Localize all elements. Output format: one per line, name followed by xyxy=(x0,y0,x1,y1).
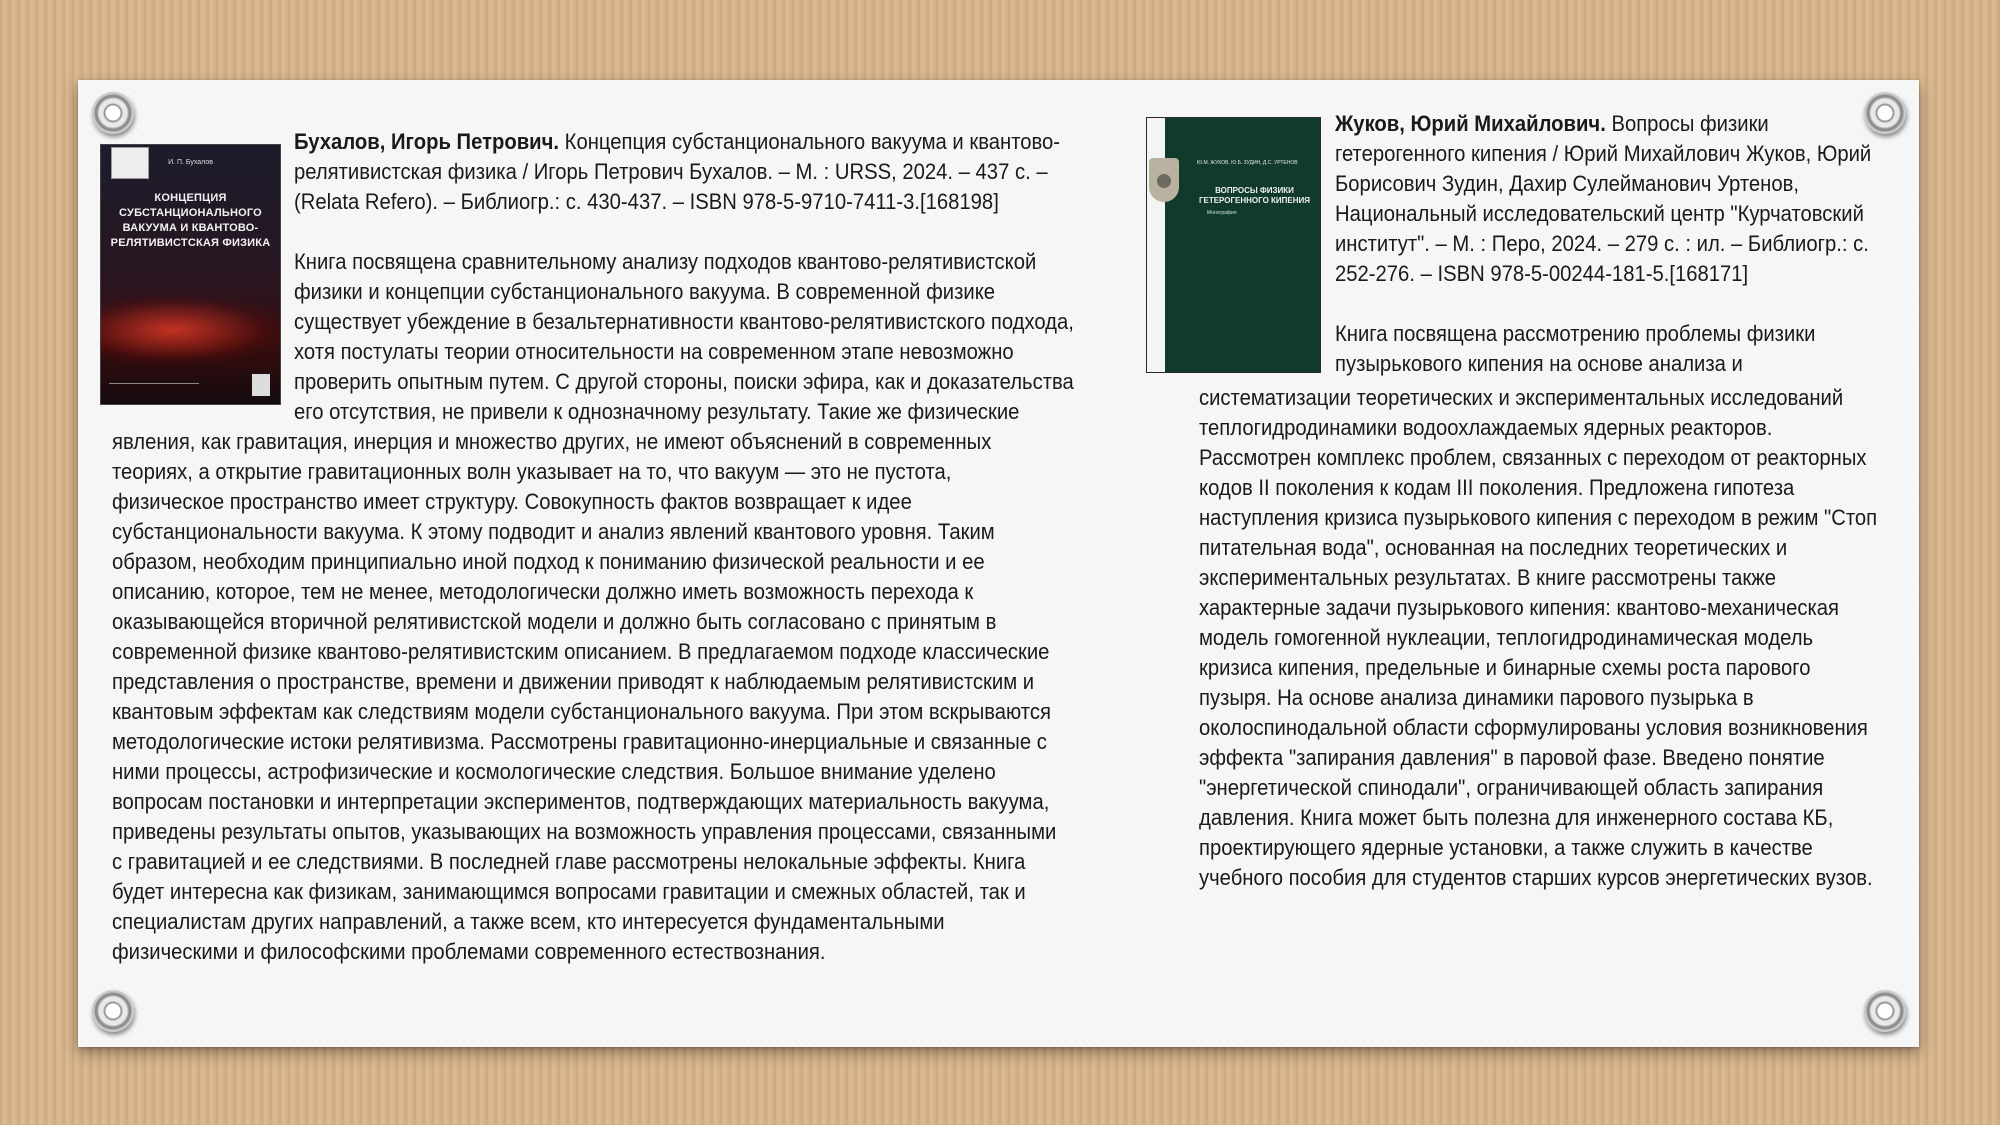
left-entry-header xyxy=(294,127,1074,427)
book-cover-right xyxy=(1146,117,1321,373)
pushpin-icon xyxy=(1864,990,1906,1032)
left-annotation-line: описанию, которое, тем не менее, методологически должно иметь возможность перехода к xyxy=(112,579,974,604)
right-annotation-line: пузырькового кипения на основе анализа и xyxy=(1335,351,1743,376)
left-annotation-body xyxy=(112,427,1056,967)
cover-barcode xyxy=(252,374,270,396)
left-annotation-line: хотя постулаты теории относительности на современном этапе невозможно xyxy=(294,339,1014,364)
right-annotation-line: характерные задачи пузырькового кипения: квантово-механическая xyxy=(1199,595,1840,620)
right-annotation-line: наступления кризиса пузырькового кипения с переходом в режим "Стоп xyxy=(1199,505,1878,530)
right-annotation-line: проектирующего ядерные установки, а также служить в качестве xyxy=(1199,835,1813,860)
left-annotation-line: физическими и философскими проблемами современного естествознания. xyxy=(112,939,826,964)
cover-emblem-icon xyxy=(1149,158,1179,202)
left-annotation-line: явления, как гравитация, инерция и множество других, не имеют объяснений в современных xyxy=(112,429,992,454)
right-annotation-line: Рассмотрен комплекс проблем, связанных с переходом от реакторных xyxy=(1199,445,1867,470)
cover-spine-strip xyxy=(1147,118,1165,372)
right-citation-line: Вопросы физики xyxy=(1605,111,1769,136)
right-annotation-line: кризиса кипения, предельные и бинарные схемы роста парового xyxy=(1199,655,1811,680)
left-annotation-line: современной физике квантово-релятивистским описанием. В предлагаемом подходе классические xyxy=(112,639,1050,664)
left-annotation-line: представления о пространстве, времени и движении приводят к наблюдаемым релятивистским и xyxy=(112,669,1035,694)
left-annotation-line: образом, необходим принципиально иной подход к пониманию физической реальности и ее xyxy=(112,549,985,574)
left-annotation-line: теориях, а открытие гравитационных волн указывает на то, что вакуум — это не пустота, xyxy=(112,459,952,484)
right-citation-line: 252-276. – ISBN 978-5-00244-181-5.[168171] xyxy=(1335,261,1749,286)
right-annotation-line: околоспинодальной области сформулированы условия возникновения xyxy=(1199,715,1868,740)
right-annotation-line: давления. Книга может быть полезна для инженерного состава КБ, xyxy=(1199,805,1834,830)
left-annotation-line: проверить опытным путем. С другой стороны, поиски эфира, как и доказательства xyxy=(294,369,1074,394)
book-cover-left xyxy=(100,144,281,405)
left-annotation-line: приведены результаты опытов, указывающих на возможность управления процессами, связанными xyxy=(112,819,1057,844)
cover-authors: Ю.М. ЖУКОВ, Ю.Б. ЗУДИН, Д.С. УРТЕНОВ xyxy=(1197,160,1298,166)
right-annotation-line: эффекта "запирания давления" в паровой фазе. Введено понятие xyxy=(1199,745,1825,770)
right-annotation-line: "энергетической спинодали", ограничивающей область запирания xyxy=(1199,775,1824,800)
right-annotation-line: модель гомогенной нуклеации, теплогидродинамическая модель xyxy=(1199,625,1814,650)
left-annotation-line: квантовым эффектам как следствиям модели субстанционального вакуума. При этом вскрываются xyxy=(112,699,1051,724)
right-author: Жуков, Юрий Михайлович. xyxy=(1335,111,1606,136)
right-citation-line: Борисович Зудин, Дахир Сулейманович Уртенов, xyxy=(1335,171,1800,196)
right-citation-line: гетерогенного кипения / Юрий Михайлович Жуков, Юрий xyxy=(1335,141,1872,166)
cover-artwork xyxy=(101,295,280,365)
left-annotation-line: оказывающейся вторичной релятивистской модели и должно быть согласовано с принятым в xyxy=(112,609,997,634)
left-citation-line: релятивистская физика / Игорь Петрович Бухалов. – М. : URSS, 2024. – 437 с. – xyxy=(294,159,1048,184)
right-annotation-line: пузыря. На основе анализа динамики парового пузырька в xyxy=(1199,685,1754,710)
right-annotation-line: питательная вода", основанная на последних теоретических и xyxy=(1199,535,1788,560)
left-annotation-line: с гравитацией и ее следствиями. В последней главе рассмотрены нелокальные эффекты. Книга xyxy=(112,849,1026,874)
left-annotation-line: его отсутствия, не привели к однозначному результату. Такие же физические xyxy=(294,399,1020,424)
right-annotation-body xyxy=(1199,383,1877,893)
left-annotation-line: субстанциональности вакуума. К этому подводит и анализ явлений квантового уровня. Таким xyxy=(112,519,995,544)
left-annotation-line: физическое пространство имеет структуру. Совокупность фактов возвращает к идее xyxy=(112,489,912,514)
left-annotation-line: будет интересна как физикам, занимающимся вопросами гравитации и смежных областей, так и xyxy=(112,879,1026,904)
left-author: Бухалов, Игорь Петрович. xyxy=(294,129,560,154)
left-annotation-line: методологические истоки релятивизма. Рассмотрены гравитационно-инерциальные и связанные с xyxy=(112,729,1047,754)
right-annotation-line: кодов II поколения к кодам III поколения. Предложена гипотеза xyxy=(1199,475,1795,500)
left-annotation-line: существует убеждение в безальтернативности квантово-релятивистского подхода, xyxy=(294,309,1074,334)
right-citation-line: Национальный исследовательский центр "Курчатовский xyxy=(1335,201,1864,226)
left-annotation-line: физики и концепции субстанционального вакуума. В современной физике xyxy=(294,279,996,304)
right-annotation-line: систематизации теоретических и экспериментальных исследований xyxy=(1199,385,1844,410)
cover-title: ВОПРОСЫ ФИЗИКИ ГЕТЕРОГЕННОГО КИПЕНИЯ xyxy=(1198,186,1311,205)
cover-author: И. П. Бухалов xyxy=(168,159,213,166)
left-annotation-line: специалистам других направлений, а также всем, кто интересуется фундаментальными xyxy=(112,909,945,934)
right-entry-header xyxy=(1335,109,1871,379)
right-annotation-line: экспериментальных результатах. В книге рассмотрены также xyxy=(1199,565,1776,590)
right-annotation-line: теплогидродинамики водоохлаждаемых ядерных реакторов. xyxy=(1199,415,1773,440)
cover-subtitle: Монография xyxy=(1207,210,1237,216)
left-annotation-line: ними процессы, астрофизические и космологические следствия. Большое внимание уделено xyxy=(112,759,996,784)
pushpin-icon xyxy=(92,990,134,1032)
left-citation-line: (Relata Refero). – Библиогр.: с. 430-437. – ISBN 978-5-9710-7411-3.[168198] xyxy=(294,189,999,214)
right-annotation-line: учебного пособия для студентов старших курсов энергетических вузов. xyxy=(1199,865,1873,890)
right-annotation-line: Книга посвящена рассмотрению проблемы физики xyxy=(1335,321,1816,346)
left-annotation-line: вопросам постановки и интерпретации экспериментов, подтверждающих материальность вакуума, xyxy=(112,789,1050,814)
left-annotation-line: Книга посвящена сравнительному анализу подходов квантово-релятивистской xyxy=(294,249,1037,274)
right-citation-line: институт". – М. : Перо, 2024. – 279 с. : ил. – Библиогр.: с. xyxy=(1335,231,1869,256)
left-citation-line: Концепция субстанционального вакуума и квантово- xyxy=(559,129,1061,154)
cover-publisher-line xyxy=(109,383,199,396)
cover-title: КОНЦЕПЦИЯ СУБСТАНЦИОНАЛЬНОГО ВАКУУМА И КВАНТОВО-РЕЛЯТИВИСТСКАЯ ФИЗИКА xyxy=(110,192,271,249)
pushpin-icon xyxy=(92,92,134,134)
